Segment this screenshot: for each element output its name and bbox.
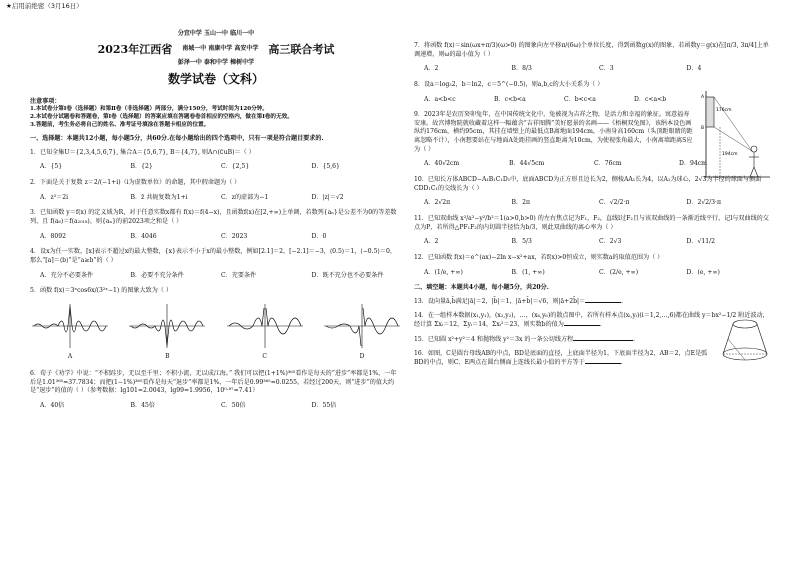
q6-option-d: D．55倍 [311, 401, 337, 409]
q13-answer-blank[interactable] [585, 302, 621, 303]
q11-options [424, 238, 774, 247]
q16-answer-blank[interactable] [585, 363, 621, 364]
q2-option-c: C．z的虚部为−1 [221, 193, 269, 201]
q12-option-b: B．(1, +∞) [511, 268, 545, 276]
fig-label-b: B [701, 126, 705, 132]
q9-option-b: B．44√5cm [509, 160, 545, 168]
q3-options [40, 233, 402, 242]
q11-option-b: B．5/3 [511, 238, 532, 246]
q10-option-a: A．2√2π [424, 199, 451, 207]
top-strip [0, 0, 794, 12]
q11-option-c: C．2√3 [599, 238, 622, 246]
oscillation-graph-a-icon [30, 302, 110, 350]
q10-option-c: C．√2/2·π [599, 199, 630, 207]
question-4: 4．设x为任一实数，[x]表示不超过x的最大整数，{x}表示不小于x的最小整数，例如[2.1]＝2，[−2.1]＝−3，⟨0.5⟩＝1，⟨−0.5⟩＝0，那么“[a]＝⟨b⟩”是“a≥b”的（ ） [30, 248, 396, 264]
notes-list [30, 106, 402, 130]
note-item: 3.答题前，考生务必将自己的姓名、准考证号填涂在答题卡相应的位置。 [30, 122, 210, 129]
right-column [414, 42, 774, 374]
q5-label-d: D [359, 353, 365, 361]
section-1-heading: 一、选择题：本题共12小题，每小题5分，共60分.在每小题给出的四个选项中，只有一项是符合题目要求的. [30, 135, 324, 143]
q15-text: 15．已知圆 x²+y²＝4 和抛物线 y²＝3x 的一条公切线方程 [414, 335, 574, 343]
q14-text: 14．在一组样本数据(x₁,y₁)，(x₂,y₂)，…，(x₆,y₆)的散点图中，若所有样本点(xᵢ,yᵢ)(i＝1,2,…,6)都在曲线 y＝bx²−1/2 附近波动，经计算 Σxᵢ＝12，Σyᵢ＝14，Σxᵢ²＝23，则实数b的值为 [414, 312, 769, 329]
q4-option-c: C．充要条件 [221, 271, 257, 279]
q16-text: 16．如图，C是圆台母线AB的中点，BD是底面的直径，上底面半径为1，下底面半径为2，AB＝2，点E是弧BD的中点，则C、E两点在圆台侧面上连线长最小值的平方等于 [414, 350, 708, 367]
title-left: 2023年江西省 [97, 42, 173, 56]
fig-label-top: 176cm [716, 108, 732, 114]
q3-option-a: A．8092 [40, 232, 67, 240]
q6-option-a: A．40倍 [40, 401, 65, 409]
q14-answer-blank[interactable] [564, 325, 600, 326]
q1-option-a: A．{5} [40, 163, 63, 171]
fig-label-a: A [701, 95, 705, 101]
question-1: 1．已知全集U＝{2,3,4,5,6,7}, 集合A＝{5,6,7}, B＝{4,7}, 则A∩(∁uB)＝（ ） [30, 148, 255, 156]
q1-options [40, 163, 402, 172]
oscillation-graph-c-icon [225, 302, 305, 350]
oscillation-graph-d-icon [322, 302, 402, 350]
q5-label-b: B [165, 353, 170, 361]
title-row [30, 42, 402, 58]
note-item: 1.本试卷分第Ⅰ卷（选择题）和第Ⅱ卷（非选择题）两部分，满分150分，考试时间为120分钟。 [30, 106, 268, 113]
q8-option-d: D．c<a<b [634, 95, 667, 103]
question-5: 5．函数 f(x)＝3ˣcos6x/(3²ˣ−1) 的图象大致为（ ） [30, 287, 172, 295]
q11-option-d: D．√11/2 [686, 238, 716, 246]
fig-label-mid: 194cm [722, 152, 738, 158]
q12-option-c: C．(2/e, +∞) [599, 268, 639, 276]
title-right: 高三联合考试 [268, 42, 335, 56]
question-2: 2．下面是关于复数 z＝2/(−1+i)（i为虚数单位）的命题，其中假命题为（ ） [30, 179, 241, 187]
q2-option-d: D．|z|＝√2 [311, 193, 344, 201]
question-12: 12．已知函数 f(x)＝e^(ax)−2ln x−x²+ax，若f(x)>0恒成立，则实数a的取值范围为（ ） [414, 253, 664, 261]
question-11: 11．已知双曲线 x²/a²−y²/b²＝1(a>0,b>0) 的左右焦点记为F₁，F₂，直线l过F₂且与该双曲线的一条渐近线平行，记l与双曲线的交点为P，若所得△PF₁F₂的内切圆半径恰为b/3，则此双曲线的离心率为（ ） [414, 214, 769, 231]
note-item: 2.本试卷分试题卷和答题卷，第Ⅰ卷（选择题）的答案应填在答题卷卷首相应的空格内，做在第Ⅰ卷的无效。 [30, 114, 293, 121]
q7-options [424, 65, 774, 74]
q3-option-d: D．0 [311, 232, 327, 240]
q9-option-d: D．94cm [679, 160, 707, 168]
q2-options [40, 194, 402, 203]
q2-option-a: A．z²＝2i [40, 193, 69, 201]
q6-options [40, 402, 402, 411]
section-2-heading: 二、填空题：本题共4小题，每小题5分，共20分. [414, 284, 549, 292]
q2-option-b: B．z̄ 共轭复数为1+i [130, 193, 188, 201]
q11-option-a: A．2 [424, 238, 439, 246]
notes-title: 注意事项： [30, 97, 61, 105]
q3-option-b: B．4046 [130, 232, 157, 240]
q8-option-a: A．a<b<c [424, 95, 456, 103]
q7-option-c: C．3 [599, 65, 614, 73]
q12-option-a: A．(1/e, +∞) [424, 268, 463, 276]
q12-option-d: D．(e, +∞) [686, 268, 720, 276]
q4-option-d: D．既不充分也不必要条件 [311, 271, 384, 279]
q9-option-a: A．40√2cm [424, 160, 460, 168]
q15-answer-blank[interactable] [573, 340, 633, 341]
oscillation-graph-b-icon [127, 302, 207, 350]
q8-option-c: C．b<c<a [564, 95, 596, 103]
q5-graph-a [30, 302, 110, 362]
q5-label-c: C [262, 353, 267, 361]
question-8: 8．设a＝log₃2，b＝ln2，c＝5^(−0.5)，则a,b,c的大小关系为（ ） [414, 80, 604, 88]
q7-option-b: B．8/3 [511, 65, 532, 73]
q6-option-b: B．45倍 [130, 401, 155, 409]
question-10: 10．已知长方体ABCD−A₁B₁C₁D₁中，底面ABCD为正方形且边长为2，侧棱AA₁长为4，以A₁为球心，2√3为半径的球面与侧面CDD₁C₁的交线长为（ ） [414, 176, 762, 192]
question-3: 3．已知函数 y＝f(x) 的定义域为R，对于任意实数x都有 f(x)＝f(4−x)，且函数f(x)在[2,+∞)上单调，若数列{aₙ}是公差不为0的等差数列，且 f(a₆)＝f(a₂₀₁₈)，则{aₙ}的前2023项之和是（ ） [30, 209, 397, 225]
q5-label-a: A [67, 353, 73, 361]
question-16: 16．如图，C是圆台母线AB的中点，BD是底面的直径，上底面半径为1，下底面半径为2，AB＝2，点E是弧BD的中点，则C、E两点在圆台侧面上连线长最小值的平方等于 . [414, 350, 708, 367]
frustum-figure-icon [719, 316, 771, 362]
secret-label: ★启用前绝密（3月16日） [6, 2, 83, 10]
question-13: 13．设向量ā,b̄满足|ā|＝2，|b̄|＝1，|ā+b̄|＝√6，则|ā+2b̄|＝ . [414, 297, 624, 305]
q8-option-b: B．c<b<a [494, 95, 526, 103]
q3-option-c: C．2023 [221, 232, 248, 240]
q5-graph-d [322, 302, 402, 362]
q7-option-d: D．4 [686, 65, 702, 73]
question-14: 14．在一组样本数据(x₁,y₁)，(x₂,y₂)，…，(x₆,y₆)的散点图中，若所有样本点(xᵢ,yᵢ)(i＝1,2,…,6)都在曲线 y＝bx²−1/2 附近波动，经计算 Σxᵢ＝12，Σyᵢ＝14，Σxᵢ²＝23，则实数b的值为 . [414, 312, 769, 329]
q12-options [424, 269, 774, 278]
school-line-3: 彭泽一中 泰和中学 樟树中学 [177, 59, 255, 67]
question-6: 6．荀子《劝学》中说：“不积跬步，无以至千里；不积小流，无以成江海。” 我们可以把(1+1%)³⁶⁵看作是每天的“进步”率都是1%，一年后是1.01³⁶⁵≈37.7834；而把(1−1%)³⁶⁵看作是每天“退步”率都是1%，一年后是0.99³⁶⁵≈0.0255。若经过200天，则“进步”的值大约是“退步”的值的（ ）（参考数据：lg101≈2.0043，lg99≈1.9956，10⁰·⁸⁷≈7.41） [30, 369, 397, 395]
q1-option-b: B．{2} [130, 163, 153, 171]
q1-option-d: D．{5,6} [311, 163, 340, 171]
q9-option-c: C．76cm [594, 160, 622, 168]
q7-option-a: A．2 [424, 65, 439, 73]
q6-option-c: C．50倍 [221, 401, 246, 409]
q10-options [424, 199, 774, 208]
q5-graph-c [225, 302, 305, 362]
q10-option-b: B．2π [511, 199, 530, 207]
q16-block [414, 350, 774, 367]
painting-wall-figure-icon [700, 89, 772, 179]
q10-option-d: D．2√2/3·π [686, 199, 721, 207]
subject-title: 数学试卷（文科） [167, 71, 264, 86]
q5-graphs [30, 302, 402, 362]
left-column [30, 30, 402, 418]
q5-graph-b [127, 302, 207, 362]
q1-option-c: C．{2,5} [221, 163, 250, 171]
question-7: 7．将函数 f(x)＝sin(ωx+π/3)(ω>0) 的图象向左平移π/(6ω)个单位长度，得到函数g(x)的图象，若函数y＝g(x)在[π/3, 3π/4]上单调递增，则ω的最小值为（ ） [414, 42, 769, 58]
question-15: 15．已知圆 x²+y²＝4 和抛物线 y²＝3x 的一条公切线方程 . [414, 335, 636, 343]
q4-option-a: A．充分不必要条件 [40, 271, 94, 279]
q4-options [40, 272, 402, 281]
q13-text: 13．设向量ā,b̄满足|ā|＝2，|b̄|＝1，|ā+b̄|＝√6，则|ā+2b̄|＝ [414, 297, 586, 305]
school-line-2: 南城一中 南康中学 高安中学 [182, 45, 259, 53]
school-line-1: 分宜中学 玉山一中 临川一中 [177, 30, 255, 37]
q4-option-b: B．必要不充分条件 [130, 271, 184, 279]
question-9: 9．2023年是农历癸卯兔年，在中国传统文化中，兔被视为吉祥之物，是活力和幸福的象征。寓意福寿安康。故宫博物院就收藏着这样一幅蕴含“吉祥图腾”美好愿景的名画——《梧桐双兔图》，该绢本设色画纵约176cm，横约95cm，其挂在墙壁上的最低点B离地面194cm，小南身高160cm（头顶距眼睛的距离忽略不计），小南想要站在与地面A处距挂画的竖直距离为10cm，为使视张角最大，小南离墙距离S应为（ ） [414, 111, 693, 153]
q8-options [424, 96, 704, 105]
